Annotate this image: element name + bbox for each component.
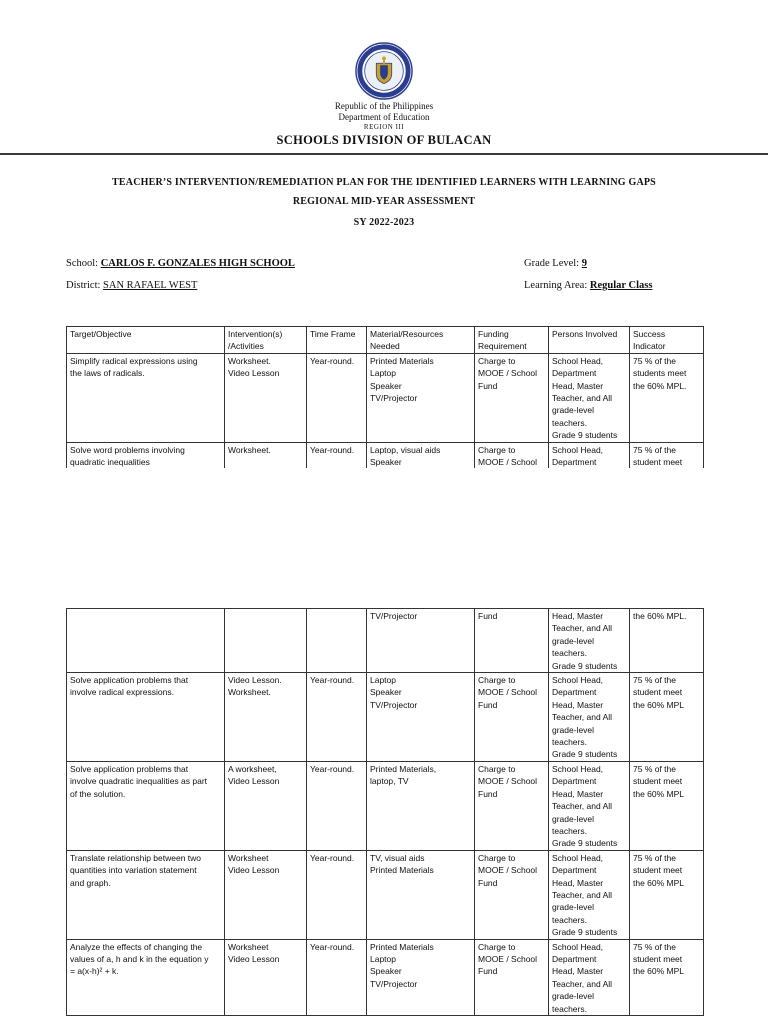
grade-value: 9 bbox=[581, 258, 587, 269]
table-row bbox=[67, 850, 704, 939]
cell-time-frame: Year-round. bbox=[307, 442, 367, 468]
area-info bbox=[524, 280, 652, 291]
header-time-frame: Time Frame bbox=[307, 327, 367, 354]
header-persons-involved: Persons Involved bbox=[549, 327, 630, 354]
cell-time-frame bbox=[307, 609, 367, 673]
cell-materials-needed: Printed Materials, laptop, TV bbox=[367, 761, 475, 850]
header-division: SCHOOLS DIVISION OF BULACAN bbox=[276, 133, 492, 147]
cell-success-indicator: 75 % of the student meet the 60% MPL bbox=[630, 850, 704, 939]
cell-interventions: Worksheet. bbox=[225, 442, 307, 468]
cell-materials-needed: Laptop, visual aids Speaker bbox=[367, 442, 475, 468]
cell-interventions: A worksheet, Video Lesson bbox=[225, 761, 307, 850]
table-row bbox=[67, 673, 704, 762]
header-funding-requirement: Funding Requirement bbox=[475, 327, 549, 354]
school-info bbox=[66, 258, 295, 269]
cell-success-indicator: 75 % of the student meet the 60% MPL bbox=[630, 939, 704, 1015]
header-republic: Republic of the Philippines bbox=[334, 101, 434, 111]
area-label: Learning Area: bbox=[524, 280, 588, 291]
cell-persons-involved: School Head, Department bbox=[549, 442, 630, 468]
district-label: District: bbox=[66, 280, 101, 291]
cell-interventions: Worksheet Video Lesson bbox=[225, 850, 307, 939]
page2-table-clip bbox=[60, 607, 710, 1024]
header-divider bbox=[0, 153, 768, 155]
cell-persons-involved: Head, Master Teacher, and All grade-level teachers. Grade 9 students bbox=[549, 609, 630, 673]
cell-materials-needed: Printed Materials Laptop Speaker TV/Projector bbox=[367, 353, 475, 442]
school-year: SY 2022-2023 bbox=[353, 217, 415, 228]
table-row bbox=[67, 353, 704, 442]
cell-target-objective: Solve application problems that involve radical expressions. bbox=[67, 673, 225, 762]
area-value: Regular Class bbox=[589, 280, 653, 291]
cell-interventions: Worksheet. Video Lesson bbox=[225, 353, 307, 442]
table-row bbox=[67, 442, 704, 468]
cell-time-frame: Year-round. bbox=[307, 850, 367, 939]
header-materials-needed: Material/Resources Needed bbox=[367, 327, 475, 354]
cell-time-frame: Year-round. bbox=[307, 939, 367, 1015]
cell-persons-involved: School Head, Department Head, Master Teacher, and All grade-level teachers. Grade 9 students bbox=[549, 353, 630, 442]
cell-materials-needed: Printed Materials Laptop Speaker TV/Projector bbox=[367, 939, 475, 1015]
cell-time-frame: Year-round. bbox=[307, 353, 367, 442]
cell-funding-requirement: Charge to MOOE / School Fund bbox=[475, 673, 549, 762]
table-header-row bbox=[67, 327, 704, 354]
cell-materials-needed: Laptop Speaker TV/Projector bbox=[367, 673, 475, 762]
assessment-title: REGIONAL MID-YEAR ASSESSMENT bbox=[292, 196, 476, 207]
school-value: CARLOS F. GONZALES HIGH SCHOOL bbox=[100, 258, 295, 269]
header-interventions: Intervention(s) /Activities bbox=[225, 327, 307, 354]
header-success-indicator: Success Indicator bbox=[630, 327, 704, 354]
cell-success-indicator: 75 % of the student meet the 60% MPL bbox=[630, 761, 704, 850]
cell-materials-needed: TV/Projector bbox=[367, 609, 475, 673]
intervention-table-page1 bbox=[66, 326, 704, 468]
table-row bbox=[67, 939, 704, 1015]
cell-interventions: Worksheet Video Lesson bbox=[225, 939, 307, 1015]
cell-funding-requirement: Charge to MOOE / School Fund bbox=[475, 761, 549, 850]
intervention-table-page2 bbox=[66, 608, 704, 1016]
cell-target-objective bbox=[67, 609, 225, 673]
cell-target-objective: Simplify radical expressions using the laws of radicals. bbox=[67, 353, 225, 442]
cell-target-objective: Solve word problems involving quadratic inequalities bbox=[67, 442, 225, 468]
cell-target-objective: Solve application problems that involve quadratic inequalities as part of the solution. bbox=[67, 761, 225, 850]
grade-label: Grade Level: bbox=[524, 258, 580, 269]
cell-funding-requirement: Fund bbox=[475, 609, 549, 673]
table-row bbox=[67, 761, 704, 850]
header-region: REGION III bbox=[363, 123, 405, 131]
district-value: SAN RAFAEL WEST bbox=[103, 280, 198, 291]
cell-persons-involved: School Head, Department Head, Master Teacher, and All grade-level teachers. Grade 9 students bbox=[549, 761, 630, 850]
header-department: Department of Education bbox=[338, 112, 430, 122]
plan-title: TEACHER’S INTERVENTION/REMEDIATION PLAN FOR THE IDENTIFIED LEARNERS WITH LEARNING GAPS bbox=[112, 177, 656, 188]
cell-time-frame: Year-round. bbox=[307, 761, 367, 850]
cell-time-frame: Year-round. bbox=[307, 673, 367, 762]
cell-interventions: Video Lesson. Worksheet. bbox=[225, 673, 307, 762]
district-info bbox=[66, 280, 301, 291]
cell-persons-involved: School Head, Department Head, Master Teacher, and All grade-level teachers. bbox=[549, 939, 630, 1015]
page1-table-clip bbox=[60, 325, 710, 468]
cell-funding-requirement: Charge to MOOE / School Fund bbox=[475, 850, 549, 939]
cell-persons-involved: School Head, Department Head, Master Teacher, and All grade-level teachers. Grade 9 students bbox=[549, 673, 630, 762]
cell-target-objective: Translate relationship between two quantities into variation statement and graph. bbox=[67, 850, 225, 939]
cell-funding-requirement: Charge to MOOE / School Fund bbox=[475, 939, 549, 1015]
cell-funding-requirement: Charge to MOOE / School Fund bbox=[475, 353, 549, 442]
cell-materials-needed: TV, visual aids Printed Materials bbox=[367, 850, 475, 939]
cell-success-indicator: 75 % of the student meet the 60% MPL bbox=[630, 673, 704, 762]
cell-success-indicator: 75 % of the student meet bbox=[630, 442, 704, 468]
cell-persons-involved: School Head, Department Head, Master Teacher, and All grade-level teachers. Grade 9 students bbox=[549, 850, 630, 939]
deped-seal-logo bbox=[355, 42, 413, 100]
cell-funding-requirement: Charge to MOOE / School bbox=[475, 442, 549, 468]
table-row bbox=[67, 609, 704, 673]
grade-info bbox=[524, 258, 587, 269]
cell-interventions bbox=[225, 609, 307, 673]
cell-target-objective: Analyze the effects of changing the values of a, h and k in the equation y = a(x-h)² + k. bbox=[67, 939, 225, 1015]
cell-success-indicator: the 60% MPL. bbox=[630, 609, 704, 673]
cell-success-indicator: 75 % of the students meet the 60% MPL. bbox=[630, 353, 704, 442]
school-label: School: bbox=[66, 258, 99, 269]
header-target-objective: Target/Objective bbox=[67, 327, 225, 354]
